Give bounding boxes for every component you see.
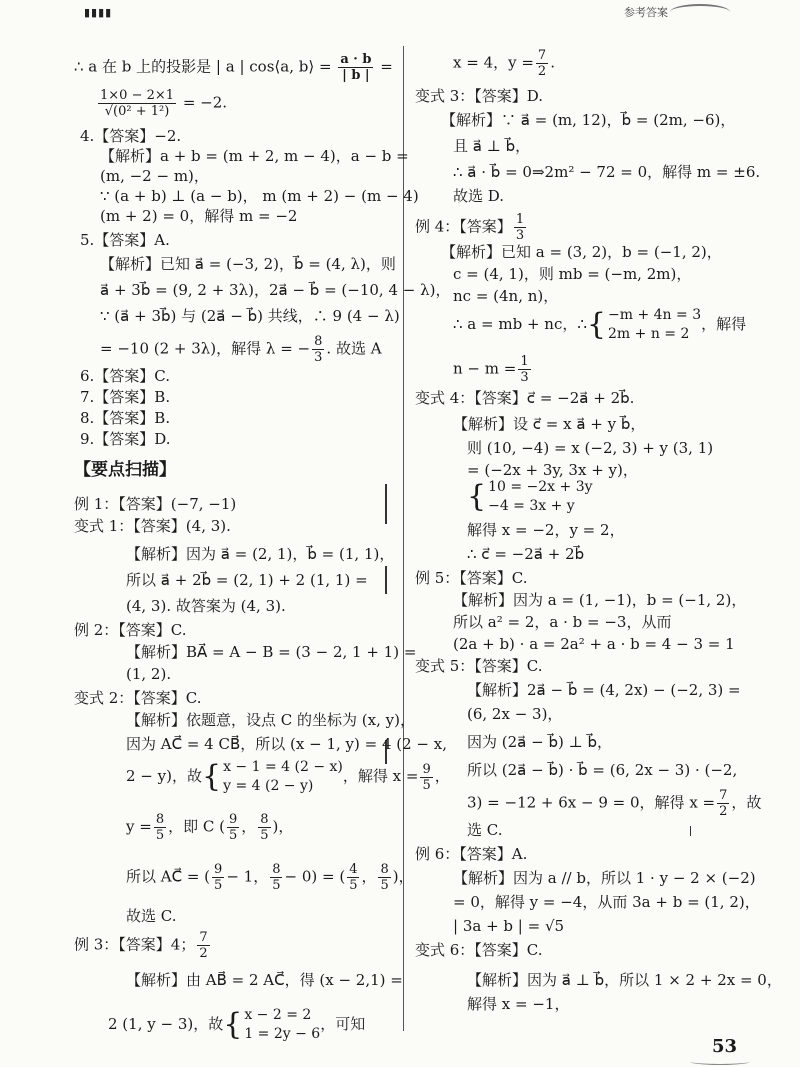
- ex6-solution-line: 【解析】因为 a // b，所以 1 · y − 2 × (−2): [453, 869, 756, 887]
- fraction: $\frac{4}{5}$: [349, 862, 358, 893]
- v4-solution-line: 【解析】设 c⃗ = x a⃗ + y b⃗，: [453, 415, 646, 433]
- v4-answer: 变式 4：【答案】c⃗ = −2a⃗ + 2b⃗.: [415, 389, 635, 407]
- fraction: $\frac{9}{5}$: [422, 761, 431, 793]
- margin-mark: [690, 826, 691, 836]
- v6-solution-line: 【解析】因为 a⃗ ⊥ b⃗，所以 1 × 2 + 2x = 0，: [467, 971, 782, 989]
- v1-solution-line: 所以 a⃗ + 2b⃗ = (2, 1) + 2 (1, 1) =: [126, 571, 368, 589]
- v3-solution-line: 故选 D.: [453, 187, 505, 205]
- fraction: $\frac{7}{2}$: [537, 48, 547, 79]
- v4-solution-line: 则 (10, −4) = x (−2, 3) + y (3, 1): [467, 439, 714, 457]
- ex2-answer: 例 2：【答案】C.: [74, 621, 187, 639]
- header-mark: ▮▮▮▮: [84, 6, 113, 19]
- q4-solution-line: (m, −2 − m)，: [100, 167, 209, 185]
- fraction: $\frac{7}{2}$: [719, 788, 728, 819]
- fraction: $\frac{a \cdot b}{| b |}$: [340, 52, 372, 83]
- v2-solution-line: 2 − y)，故{ x − 1 = 4 (2 − x) y = 4 (2 − y) ，解得 x = $\frac{9}{5}$ ，: [126, 759, 450, 794]
- v6-solution-line: 解得 x = −1，: [467, 995, 570, 1013]
- ex6-answer: 例 6：【答案】A.: [415, 845, 528, 863]
- v4-solution-line: { 10 = −2x + 3y −4 = 3x + y: [467, 479, 593, 514]
- ex4-solution-line: nc = (4n, n)，: [453, 287, 559, 305]
- v1-solution-line: (4, 3). 故答案为 (4, 3).: [126, 597, 286, 615]
- q8-answer: 8.【答案】B.: [80, 409, 171, 427]
- q5-answer: 5.【答案】A.: [80, 231, 170, 249]
- fraction: $\frac{9}{5}$: [228, 812, 238, 843]
- v3-solution-line: ∴ a⃗ · b⃗ = 0⇒2m² − 72 = 0，解得 m = ±6.: [453, 163, 761, 181]
- q7-answer: 7.【答案】B.: [80, 388, 171, 406]
- v4-solution-line: 解得 x = −2，y = 2，: [467, 521, 625, 539]
- v5-solution-line: 【解析】2a⃗ − b⃗ = (4, 2x) − (−2, 3) =: [467, 681, 741, 699]
- v5-solution-line: 所以 (2a⃗ − b⃗) · b⃗ = (6, 2x − 3) · (−2,: [467, 761, 738, 779]
- ex4-solution-line: 【解析】已知 a = (3, 2)，b = (−1, 2)，: [441, 243, 722, 261]
- ex2-solution-line: 【解析】BA⃗ = A − B = (3 − 2, 1 + 1) =: [126, 643, 417, 661]
- margin-mark: [385, 484, 387, 524]
- fraction: $\frac{8}{3}$: [314, 334, 323, 365]
- v2-solution-line: 所以 AC⃗ = ( $\frac{9}{5}$ − 1， $\frac{8}{5}$ − 0) = ( $\frac{4}{5}$ ， $\frac{8}{5}$ )，: [126, 862, 414, 893]
- q5-solution-line: = −10 (2 + 3λ)，解得 λ = − $\frac{8}{3}$ . 故选 A: [100, 334, 382, 365]
- v4-solution-line: ∴ c⃗ = −2a⃗ + 2b⃗: [467, 545, 585, 563]
- v4-solution-line: = (−2x + 3y, 3x + y)，: [467, 461, 638, 479]
- fraction: $\frac{8}{5}$: [260, 812, 269, 843]
- equation-system: −m + 4n = 3 2m + n = 2: [608, 307, 702, 342]
- ex5-solution-line: 所以 a² = 2，a · b = −3，从而: [453, 613, 672, 631]
- header-ornament: [670, 4, 730, 20]
- ex3-answer: 例 3：【答案】4； $\frac{7}{2}$: [74, 930, 208, 961]
- fraction: $\frac{8}{5}$: [155, 812, 165, 843]
- q6-answer: 6.【答案】C.: [80, 367, 171, 385]
- ex4-solution-line: n − m = $\frac{1}{3}$: [453, 354, 529, 385]
- ex3-result-line: x = 4，y = $\frac{7}{2}$ .: [453, 48, 555, 79]
- fraction: $\frac{1\times 0 - 2\times 1}{\text{√(0² + 1²)}}$: [100, 88, 175, 119]
- q4-solution-line: ∵ (a + b) ⊥ (a − b)， m (m + 2) − (m − 4): [100, 187, 419, 205]
- ex4-answer: 例 4：【答案】 $\frac{1}{3}$: [415, 212, 525, 243]
- v2-solution-line: 故选 C.: [126, 907, 177, 925]
- ex5-answer: 例 5：【答案】C.: [415, 569, 528, 587]
- equation-system: 10 = −2x + 3y −4 = 3x + y: [488, 479, 593, 514]
- fraction: $\frac{1}{3}$: [515, 212, 525, 243]
- ex4-solution-line: ∴ a = mb + nc，∴{ −m + 4n = 3 2m + n = 2 ，解得: [453, 307, 747, 342]
- equation-system: x − 1 = 4 (2 − x) y = 4 (2 − y): [223, 759, 343, 794]
- v1-answer: 变式 1：【答案】(4, 3).: [74, 517, 231, 535]
- q4-solution-line: (m + 2) = 0，解得 m = −2: [100, 207, 298, 225]
- v1-solution-line: 【解析】因为 a⃗ = (2, 1)，b⃗ = (1, 1)，: [126, 545, 395, 563]
- q4-answer: 4.【答案】−2.: [80, 127, 182, 145]
- equation-system: x − 2 = 2 1 = 2y − 6: [244, 1007, 321, 1042]
- v2-solution-line: y = $\frac{8}{5}$ ，即 C ( $\frac{9}{5}$ ， $\frac{8}{5}$ )，: [126, 812, 294, 843]
- projection-value-line: $\frac{1\times 0 - 2\times 1}{\text{√(0² + 1²)}}$ = −2.: [100, 88, 228, 119]
- q5-solution-line: 【解析】已知 a⃗ = (−3, 2)，b⃗ = (4, λ)，则: [100, 255, 396, 273]
- projection-line: ∴ a 在 b 上的投影是 | a | cos⟨a, b⟩ = $\frac{a \cdot b}{| b |}$ =: [74, 52, 393, 83]
- ex3-solution-line: 2 (1, y − 3)，故{ x − 2 = 2 1 = 2y − 6 ，可知: [108, 1007, 366, 1042]
- page-number: 53: [712, 1036, 738, 1057]
- q5-solution-line: a⃗ + 3b⃗ = (9, 2 + 3λ)，2a⃗ − b⃗ = (−10, 4 − λ)，: [100, 281, 451, 299]
- footer-ornament: [690, 1058, 750, 1065]
- v2-solution-line: 因为 AC⃗ = 4 CB⃗，所以 (x − 1, y) = 4 (2 − x,: [126, 735, 447, 753]
- section-title: 【要点扫描】: [74, 460, 176, 480]
- fraction: $\frac{7}{2}$: [199, 930, 208, 961]
- v5-solution-line: 3) = −12 + 6x − 9 = 0，解得 x = $\frac{7}{2}$ ，故: [467, 788, 762, 819]
- fraction: $\frac{8}{5}$: [272, 862, 281, 893]
- v3-solution-line: 且 a⃗ ⊥ b⃗，: [453, 137, 531, 155]
- ex6-solution-line: = 0，解得 y = −4，从而 3a + b = (1, 2)，: [453, 893, 760, 911]
- v3-answer: 变式 3：【答案】D.: [415, 87, 544, 105]
- fraction: $\frac{9}{5}$: [214, 862, 223, 893]
- ex3-solution-line: 【解析】由 AB⃗ = 2 AC⃗，得 (x − 2,1) =: [126, 971, 403, 989]
- q9-answer: 9.【答案】D.: [80, 430, 171, 448]
- v3-solution-line: 【解析】∵ a⃗ = (m, 12)，b⃗ = (2m, −6)，: [441, 111, 736, 129]
- q5-solution-line: ∵ (a⃗ + 3b⃗) 与 (2a⃗ − b⃗) 共线，∴ 9 (4 − λ): [100, 307, 400, 325]
- ex2-solution-line: (1, 2).: [126, 665, 172, 683]
- ex1-answer: 例 1：【答案】(−7, −1): [74, 495, 237, 513]
- v5-answer: 变式 5：【答案】C.: [415, 657, 543, 675]
- fraction: $\frac{8}{5}$: [380, 862, 389, 893]
- ex5-solution-line: 【解析】因为 a = (1, −1)，b = (−1, 2)，: [453, 591, 747, 609]
- margin-mark: [385, 566, 387, 594]
- fraction: $\frac{1}{3}$: [520, 354, 529, 385]
- v2-solution-line: 【解析】依题意，设点 C 的坐标为 (x, y)，: [126, 711, 415, 729]
- ex6-solution-line: | 3a + b | = √5: [453, 917, 565, 935]
- v2-answer: 变式 2：【答案】C.: [74, 689, 202, 707]
- header-title: 参考答案: [624, 6, 668, 19]
- v5-solution-line: 因为 (2a⃗ − b⃗) ⊥ b⃗，: [467, 733, 612, 751]
- ex5-solution-line: (2a + b) · a = 2a² + a · b = 4 − 3 = 1: [453, 635, 735, 653]
- v5-solution-line: (6, 2x − 3)，: [467, 705, 563, 723]
- q4-solution-line: 【解析】a + b = (m + 2, m − 4)，a − b =: [100, 147, 409, 165]
- v6-answer: 变式 6：【答案】C.: [415, 941, 543, 959]
- ex4-solution-line: c = (4, 1)，则 mb = (−m, 2m)，: [453, 265, 692, 283]
- v5-solution-line: 选 C.: [467, 821, 503, 839]
